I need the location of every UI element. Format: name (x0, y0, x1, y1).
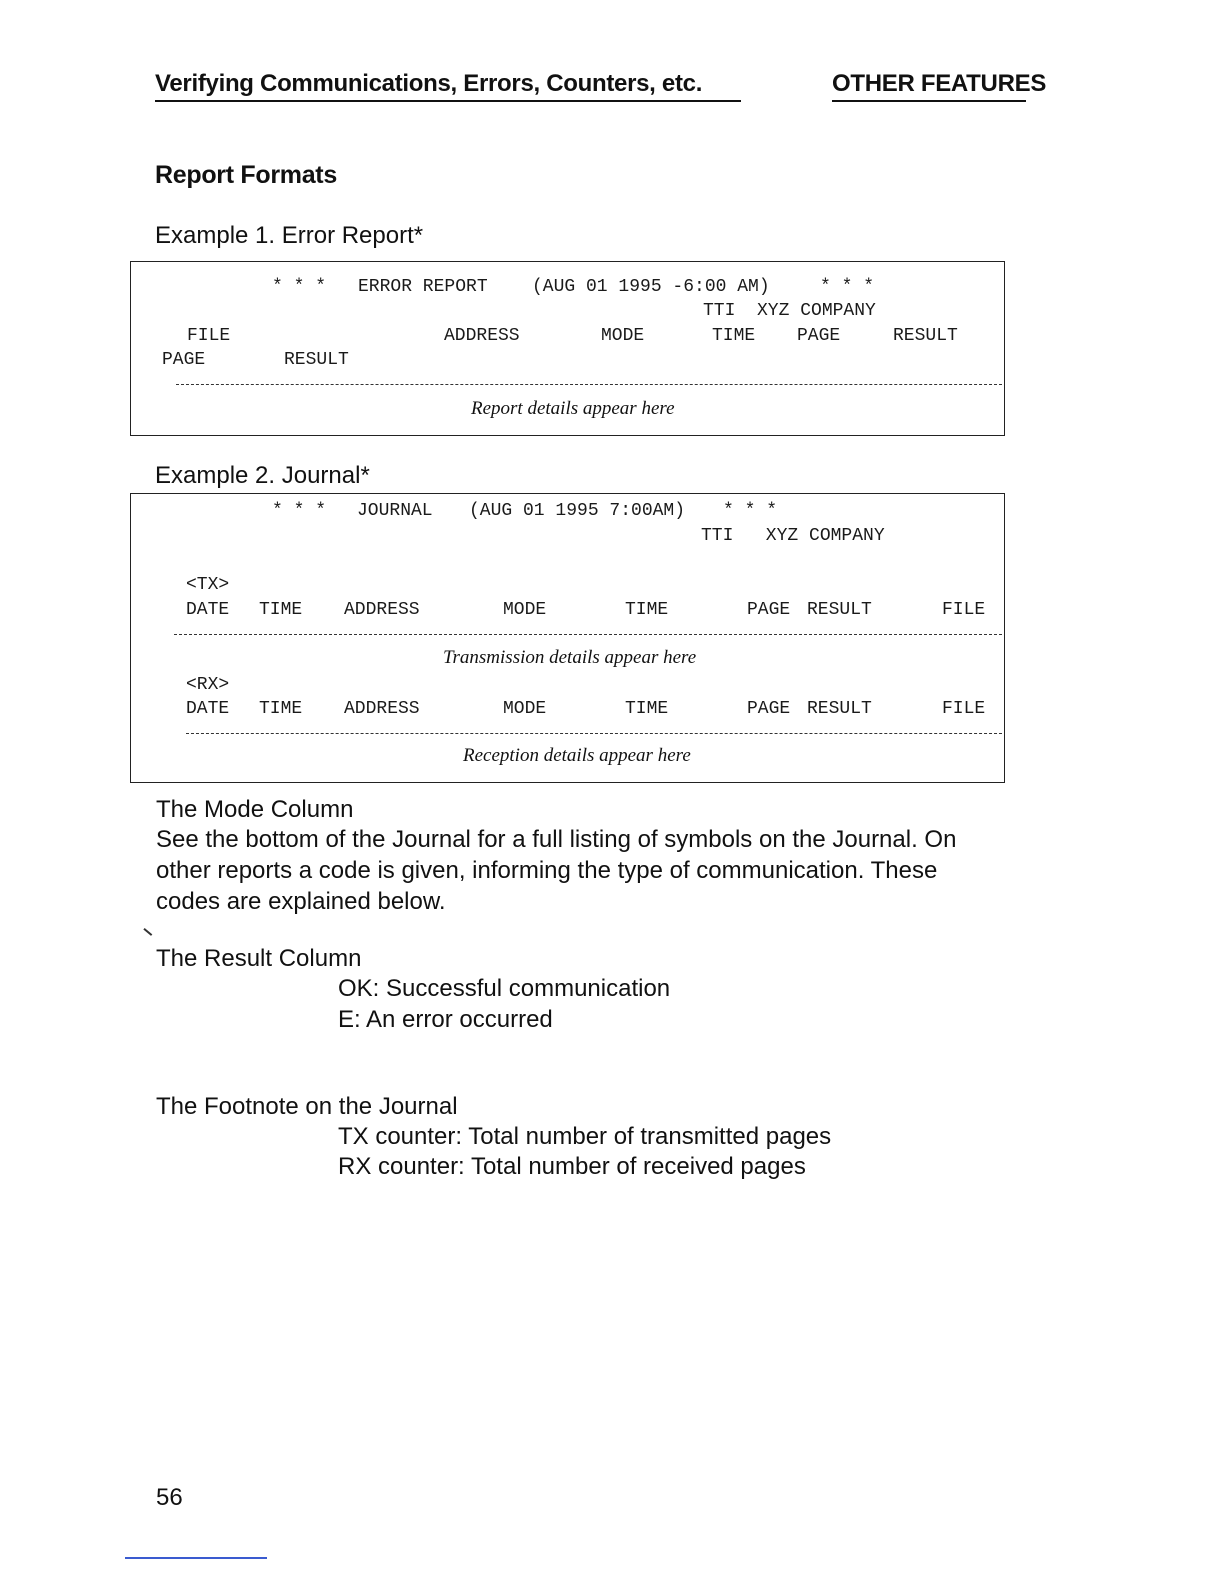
col-page-row2: PAGE (162, 350, 206, 370)
error-report-stars-left: * * * (272, 277, 327, 297)
tx-col-address: ADDRESS (344, 600, 420, 620)
tx-divider (174, 634, 1002, 635)
rx-col-mode: MODE (503, 699, 547, 719)
section-title: Report Formats (155, 161, 337, 189)
tx-col-file: FILE (942, 600, 986, 620)
result-error: E: An error occurred (338, 1006, 553, 1033)
tx-col-page: PAGE (747, 600, 791, 620)
tx-col-result: RESULT (807, 600, 872, 620)
running-header-left: Verifying Communications, Errors, Counters, etc. (155, 70, 703, 97)
result-column-title: The Result Column (156, 945, 362, 972)
journal-datetime: (AUG 01 1995 7:00AM) (469, 501, 686, 521)
tx-col-time2: TIME (625, 600, 669, 620)
rx-col-time: TIME (259, 699, 303, 719)
footnote-tx: TX counter: Total number of transmitted pages (338, 1123, 832, 1150)
tx-col-time: TIME (259, 600, 303, 620)
result-ok: OK: Successful communication (338, 975, 671, 1002)
tx-col-mode: MODE (503, 600, 547, 620)
rx-col-time2: TIME (625, 699, 669, 719)
footer-line (125, 1557, 267, 1559)
footnote-title: The Footnote on the Journal (156, 1093, 458, 1120)
stray-mark (144, 928, 153, 936)
col-page: PAGE (797, 326, 841, 346)
journal-station: TTI XYZ COMPANY (701, 526, 885, 546)
error-report-details: Report details appear here (471, 398, 675, 419)
mode-column-title: The Mode Column (156, 796, 354, 823)
rx-col-page: PAGE (747, 699, 791, 719)
error-report-station: TTI XYZ COMPANY (703, 301, 876, 321)
page-number: 56 (156, 1484, 183, 1511)
tx-col-date: DATE (186, 600, 230, 620)
error-report-divider (176, 384, 1002, 385)
col-address: ADDRESS (444, 326, 520, 346)
col-result: RESULT (893, 326, 958, 346)
example1-caption: Example 1. Error Report* (155, 222, 424, 249)
rx-col-result: RESULT (807, 699, 872, 719)
journal-title: JOURNAL (357, 501, 433, 521)
error-report-title: ERROR REPORT (358, 277, 488, 297)
rx-col-date: DATE (186, 699, 230, 719)
rx-details: Reception details appear here (463, 745, 691, 766)
rx-divider (186, 733, 1002, 734)
journal-stars-left: * * * (272, 501, 327, 521)
error-report-stars-right: * * * (820, 277, 875, 297)
running-header-right: OTHER FEATURES (832, 70, 1047, 97)
col-mode: MODE (601, 326, 645, 346)
mode-column-line-2: other reports a code is given, informing the type of communication. These (156, 857, 938, 884)
rx-col-address: ADDRESS (344, 699, 420, 719)
mode-column-line-3: codes are explained below. (156, 888, 446, 915)
example2-caption: Example 2. Journal* (155, 462, 370, 489)
col-result-row2: RESULT (284, 350, 349, 370)
col-time: TIME (712, 326, 756, 346)
tx-details: Transmission details appear here (443, 647, 697, 668)
header-rule-left (155, 100, 741, 102)
error-report-datetime: (AUG 01 1995 -6:00 AM) (532, 277, 770, 297)
col-file: FILE (187, 326, 231, 346)
mode-column-line-1: See the bottom of the Journal for a full listing of symbols on the Journal. On (156, 826, 957, 853)
rx-label: <RX> (186, 675, 230, 695)
tx-label: <TX> (186, 575, 230, 595)
footnote-rx: RX counter: Total number of received pages (338, 1153, 806, 1180)
rx-col-file: FILE (942, 699, 986, 719)
header-rule-right (832, 100, 1026, 102)
journal-stars-right: * * * (723, 501, 778, 521)
